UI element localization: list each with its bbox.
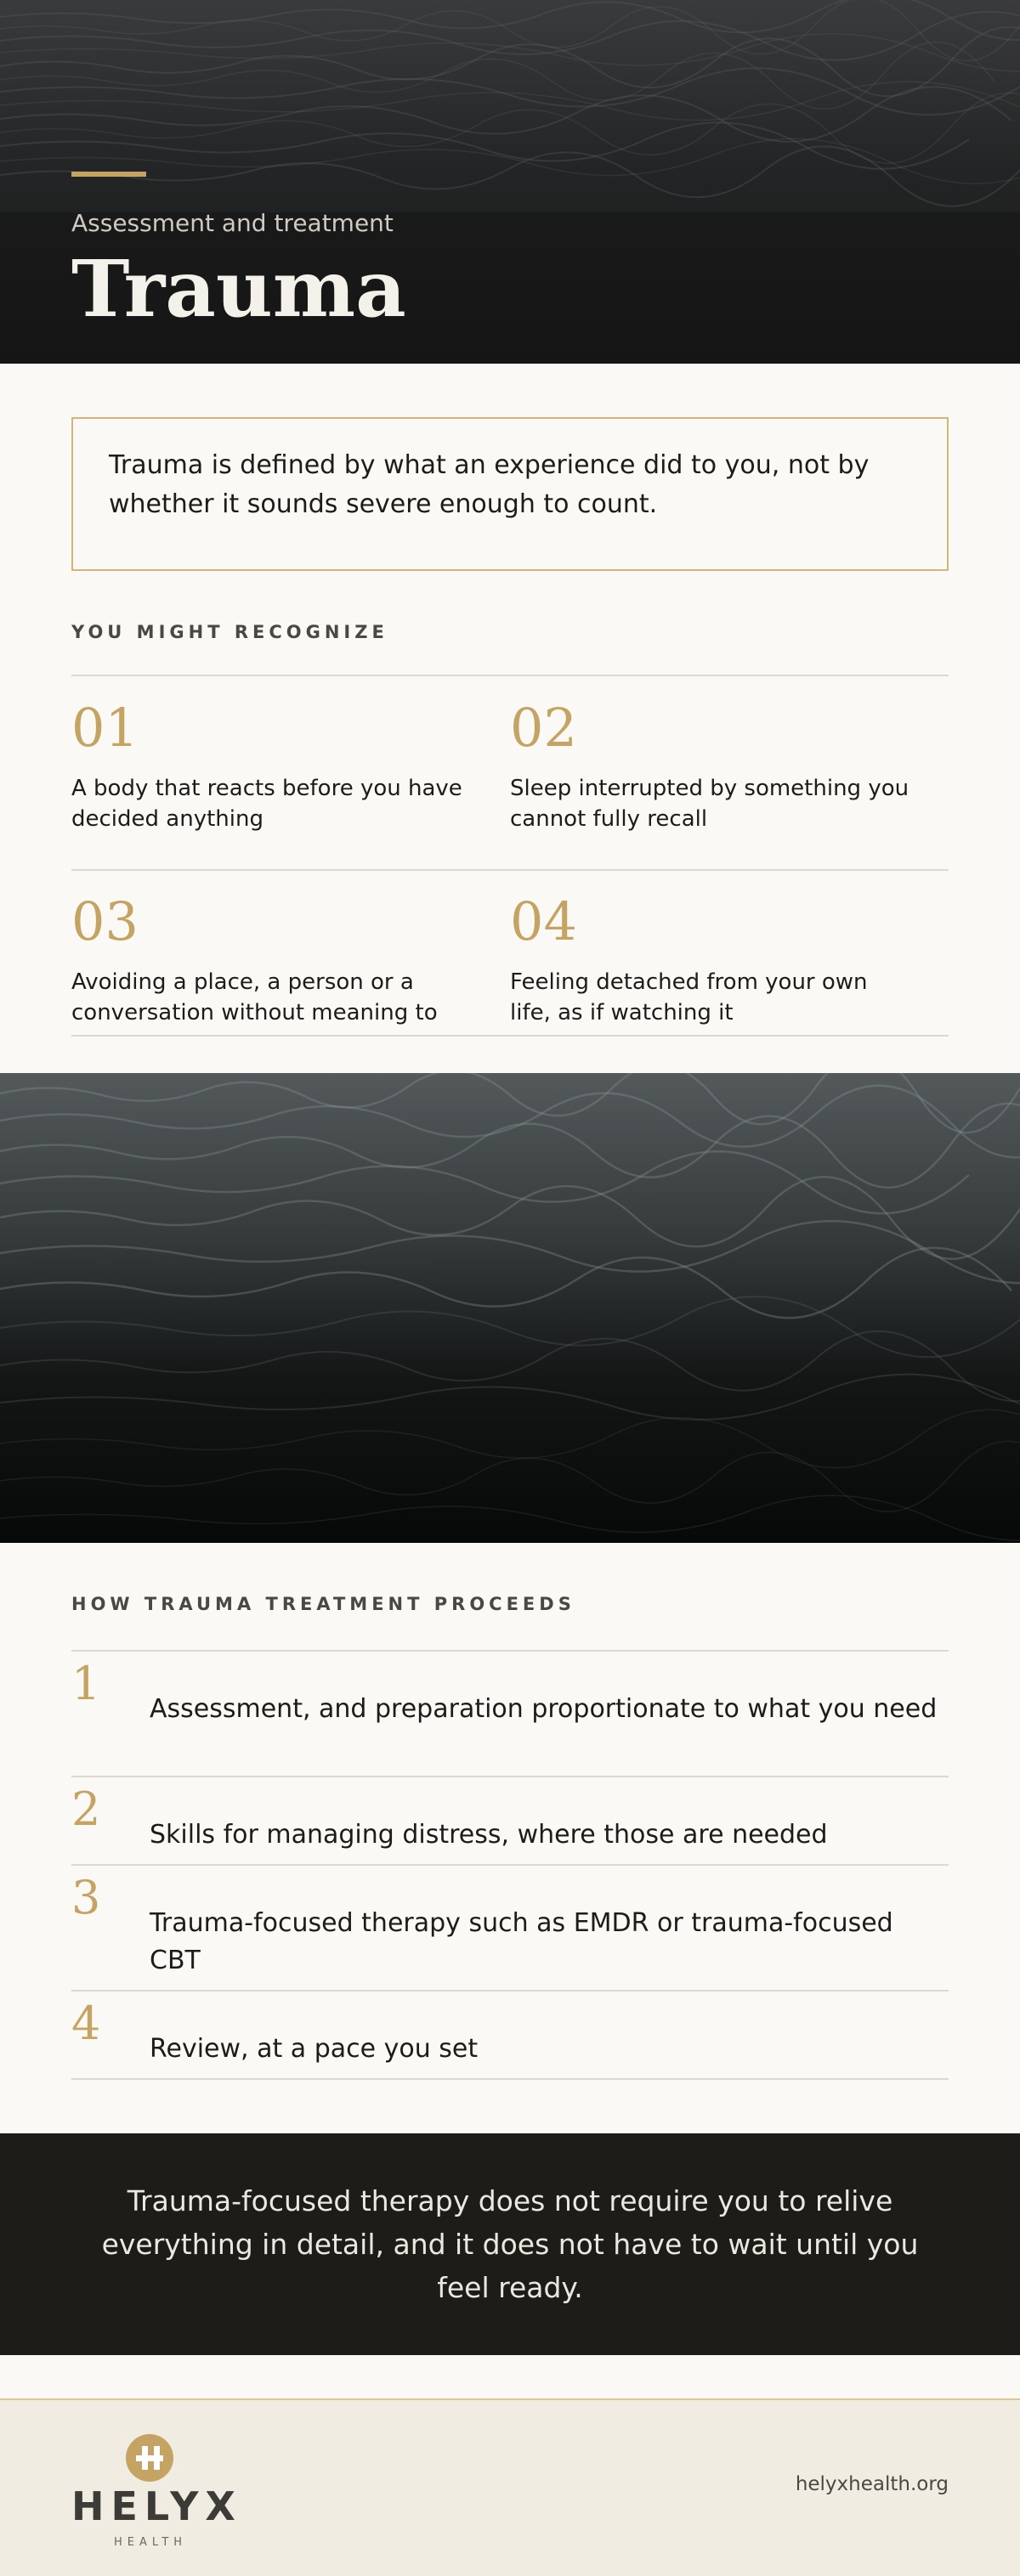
divider <box>71 1650 949 1652</box>
divider <box>71 1035 949 1037</box>
step-text: Review, at a pace you set <box>150 2034 479 2064</box>
item-text: A body that reacts before you have decided anything <box>71 776 462 832</box>
step-number: 3 <box>71 1871 101 1924</box>
hero-banner <box>0 0 1020 364</box>
quote-band <box>0 2133 1020 2355</box>
item-number: 04 <box>510 890 577 952</box>
logo-wordmark: HELYX <box>71 2483 242 2529</box>
intro-callout <box>71 417 949 571</box>
step-text: Skills for managing distress, where those are needed <box>150 1820 828 1850</box>
divider <box>71 1776 949 1777</box>
helyx-logo[interactable] <box>71 2434 242 2549</box>
footer <box>0 2398 1020 2576</box>
intro-text: Trauma is defined by what an experience did to you, not by whether it sounds severe enough to count. <box>109 450 870 519</box>
helyx-cross-icon <box>126 2434 173 2482</box>
list-item <box>510 697 910 834</box>
treatment-heading: HOW TRAUMA TREATMENT PROCEEDS <box>71 1594 575 1614</box>
item-text: Sleep interrupted by something you cannot fully recall <box>510 776 910 832</box>
quote-text: Trauma-focused therapy does not require you to relive everything in detail, and it does not have to wait until you feel ready. <box>101 2184 919 2304</box>
recognize-heading: YOU MIGHT RECOGNIZE <box>71 622 388 642</box>
item-number: 01 <box>71 697 139 759</box>
page-title: Trauma <box>71 243 406 335</box>
water-texture <box>0 1073 1020 1543</box>
accent-rule <box>71 172 146 177</box>
step-number: 1 <box>71 1657 101 1710</box>
step-number: 4 <box>71 1997 101 2050</box>
item-number: 03 <box>71 890 139 952</box>
divider <box>71 1864 949 1866</box>
list-item <box>510 890 910 1028</box>
divider <box>71 1990 949 1991</box>
item-number: 02 <box>510 697 577 759</box>
divider <box>71 675 949 676</box>
website-link[interactable]: helyxhealth.org <box>795 2473 949 2495</box>
water-image <box>0 1073 1020 1543</box>
logo-subtext: HEALTH <box>114 2536 188 2549</box>
step-text: Trauma-focused therapy such as EMDR or trauma-focused CBT <box>150 1908 893 1975</box>
step-number: 2 <box>71 1782 101 1836</box>
list-item <box>71 890 471 1028</box>
divider <box>71 2078 949 2080</box>
item-text: Avoiding a place, a person or a conversation without meaning to <box>71 969 438 1025</box>
step-text: Assessment, and preparation proportionate to what you need <box>150 1694 938 1724</box>
hero-eyebrow: Assessment and treatment <box>71 209 394 237</box>
divider <box>71 869 949 871</box>
list-item <box>71 697 471 834</box>
hero-content <box>71 0 921 364</box>
item-text: Feeling detached from your own life, as if watching it <box>510 969 868 1025</box>
